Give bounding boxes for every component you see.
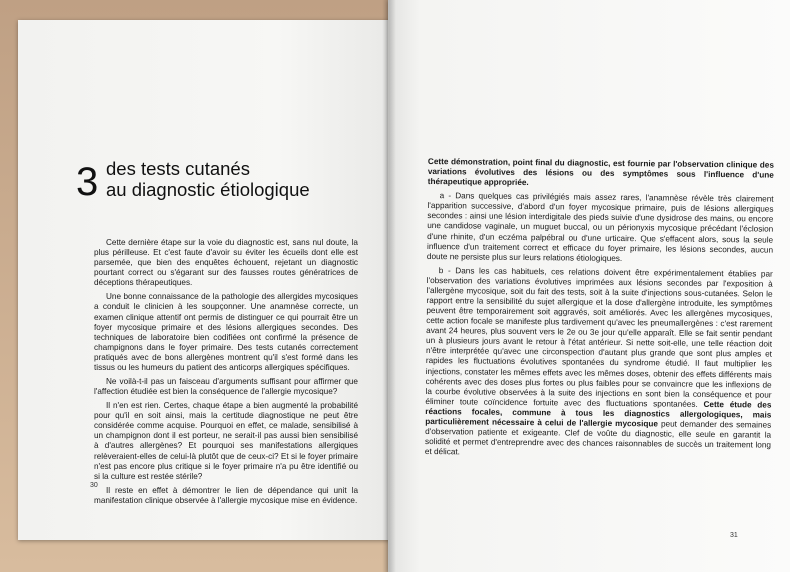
left-paragraph-2: Une bonne connaissance de la pathologie des allergides mycosiques a conduit le clinicien à les soupçonner. Une anamnèse correcte, un examen clinique attentif ont permis de distinguer ce qui pourrait être un foyer mycosique primaire et des lésions allergiques secondes. Des techniques de laboratoire bien codifiées ont confirmé la présence de champignons dans le foyer primaire. Des tests cutanés correctement pratiqués avec de bons allergènes montrent qu'il s'est formé dans les tissus ou les humeurs du patient des anticorps allergiques spécifiques. <box>94 292 358 372</box>
right-page <box>388 0 790 572</box>
left-paragraph-1: Cette dernière étape sur la voie du diagnostic est, sans nul doute, la plus périlleuse. Et c'est faute d'avoir su éviter les écueils dont elle est parsemée, que bien des enquêtes échouent, rejetant un diagnostic pourtant correct ou s'égarant sur des fausses routes génératrices de déceptions thérapeutiques. <box>94 238 358 288</box>
right-paragraph-b-text: b - Dans les cas habituels, ces relations doivent être expérimentalement établies par l'observation des variations évolutives imprimées aux lésions secondes par l'exposition à l'allergène mycosique, soit du fait des tests, soit à la suite d'injections sous-cutanées. Selon le rapport entre la sensibilité du sujet allergique et la dose d'allergène introduite, les symptômes peuvent être temporairement soit aggravés, soit améliorés. Avec les allergènes mycosiques, cette action focale se manifeste plus tardivement qu'avec les pneumallergènes : c'est rarement avant 24 heures, plus souvent vers le 2e ou 3e jour qu'elle apparaît. Elle se fait sentir pendant un à plusieurs jours avant le retour à l'état antérieur. Si nette soit-elle, une telle réaction doit n'être interprétée qu'avec une circonspection d'autant plus grande que sont plus amples et rapides les fluctuations évolutives spontanées du syndrome étudié. Il faut multiplier les injections, constater les mêmes effets avec les mêmes doses, obtenir des effets différents mais cohérents avec des doses plus fortes ou plus faibles pour se convaincre que les inflexions de la courbe évolutive observées à la suite des injections en sont bien la conséquence et pour éliminer toute coïncidence fortuite avec des fluctuations spontanées. <box>425 265 773 409</box>
right-paragraph-b-bold: Cette étude des réactions focales, commune à tous les diagnostics allergologiques, mais particulièrement nécessaire à celui de l'allergie mycosique <box>425 399 772 429</box>
right-body-text <box>425 157 774 465</box>
left-paragraph-5: Il reste en effet à démontrer le lien de dépendance qui unit la manifestation clinique observée à l'allergie mycosique mise en évidence. <box>94 485 358 505</box>
right-intro-bold: Cette démonstration, point final du diagnostic, est fournie par l'observation clinique des variations évolutives des lésions ou des symptômes sous l'influence d'une thérapeutique appropriée. <box>427 157 774 188</box>
chapter-title-line2: au diagnostic étiologique <box>106 179 310 201</box>
right-paragraph-b-end: peut demander des semaines d'observation patiente et exigeante. Clef de voûte du diagnostic, elle seule en garantit la solidité et permet d'entreprendre avec des chances raisonnables de succès un traitement long et délicat. <box>424 419 772 457</box>
chapter-number: 3 <box>76 160 99 204</box>
chapter-title-line1: des tests cutanés <box>106 158 250 179</box>
left-paragraph-3: Ne voilà-t-il pas un faisceau d'arguments suffisant pour affirmer que l'affection étudiée est bien la conséquence de l'allergie mycosique? <box>94 377 358 397</box>
left-paragraph-4: Il n'en est rien. Certes, chaque étape a bien augmenté la probabilité pour qu'il en soit ainsi, mais la certitude diagnostique ne peut être considérée comme acquise. Pourquoi en effet, ce malade, sensibilisé à un champignon dont il est porteur, ne serait-il pas aussi bien sensibilisé à d'autres allergènes? Et pourquoi ses manifestations allergiques relèveraient-elles de celui-là plutôt que de ceux-ci? Et si le foyer primaire n'est pas encore plus critique si le foyer primaire n'a pu être identifié ou si la culture est restée stérile? <box>94 401 358 481</box>
right-paragraph-a: a - Dans quelques cas privilégiés mais assez rares, l'anamnèse révèle très clairement l'apparition successive, d'abord d'un foyer mycosique primaire, puis de lésions allergiques secondes : ainsi une lésion interdigitale des pieds suivie d'une dysidrose des mains, ou encore une candidose vaginale, un muguet buccal, ou un périonyxis mycosique précédant l'éclosion d'une rhinite, d'un eczéma palpébral ou d'une urticaire. Que s'effacent alors, sous la seule influence d'un traitement correct et efficace du foyer primaire, les lésions secondes, aucun doute ne persiste plus sur leurs relations étiologiques. <box>426 191 774 263</box>
left-body-text <box>94 238 358 510</box>
book-gutter-shadow <box>382 0 396 572</box>
right-paragraph-b <box>425 266 773 461</box>
chapter-title <box>106 158 366 201</box>
page-number-right: 31 <box>730 532 738 539</box>
page-number-left: 30 <box>90 482 98 489</box>
left-page <box>18 20 390 540</box>
